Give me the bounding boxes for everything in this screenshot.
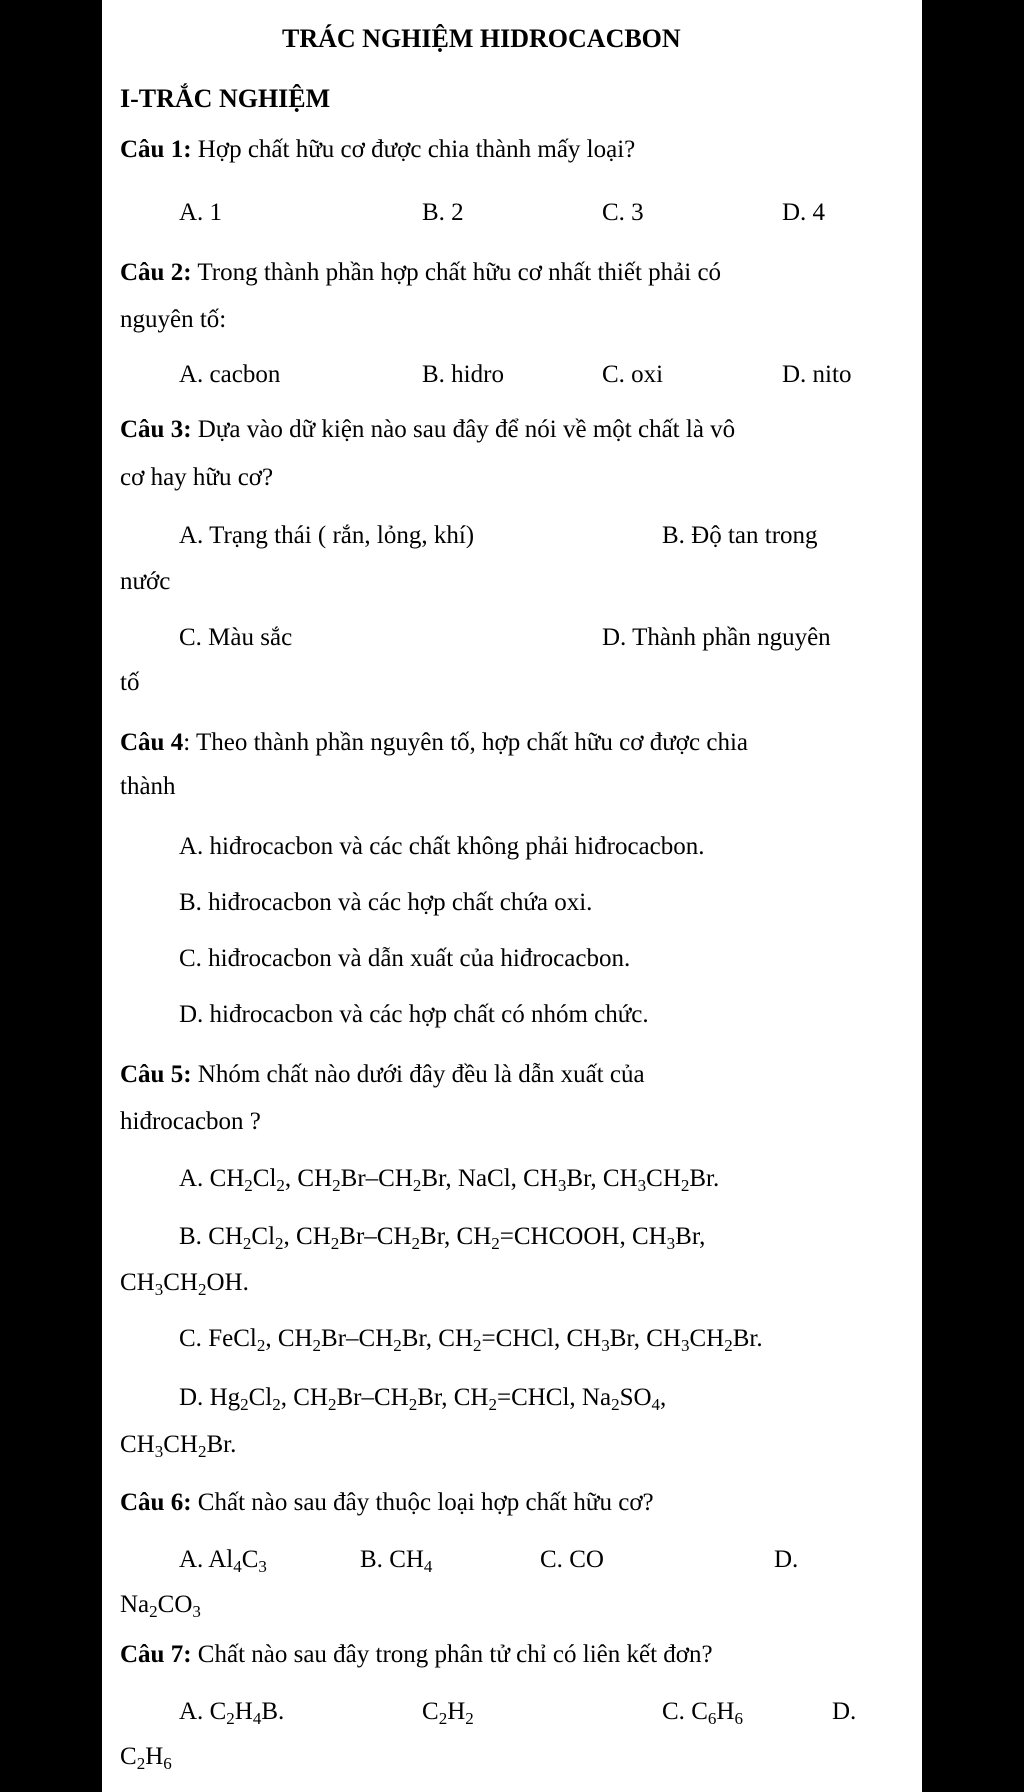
question-6-option-d: D. bbox=[774, 1546, 799, 1573]
question-7-option-b bbox=[422, 1697, 474, 1727]
question-1-option-b: B. 2 bbox=[422, 199, 464, 226]
question-7-option-a: A. $C_2H_4B$. bbox=[179, 1698, 285, 1728]
formula: $Hg_2Cl_2$ bbox=[209, 1384, 281, 1414]
question-7-text: Chất nào sau đây trong phân tử chỉ có liên kết đơn? bbox=[191, 1641, 713, 1668]
question-6-label: Câu 6: bbox=[120, 1489, 192, 1516]
formula: $CH_3Br$ bbox=[631, 1223, 700, 1253]
formula: $CH_3CH_2Br$. bbox=[646, 1325, 763, 1355]
formula: $C_6H_6$ bbox=[691, 1698, 743, 1728]
formula: $CH_3CH_2OH$. bbox=[120, 1269, 249, 1299]
formula: $CH_2Br-CH_2Br$ bbox=[277, 1325, 426, 1355]
question-6 bbox=[120, 1488, 654, 1518]
question-5-label: Câu 5: bbox=[120, 1061, 192, 1088]
question-3-option-c: C. Màu sắc bbox=[179, 624, 293, 651]
question-5-option-d-cont bbox=[120, 1430, 236, 1460]
question-4-option-a: A. hiđrocacbon và các chất không phải hiđrocacbon. bbox=[179, 833, 705, 860]
question-4-option-c: C. hiđrocacbon và dẫn xuất của hiđrocacbon. bbox=[179, 945, 631, 972]
question-5-option-a: A. $CH_2Cl_2$, $CH_2Br-CH_2Br$, NaCl, $CH_3Br$, $CH_3CH_2Br$. bbox=[179, 1165, 720, 1195]
question-2-option-b: B. hidro bbox=[422, 361, 504, 388]
question-5-option-c: C. FeCl$_2$, $CH_2Br-CH_2Br$, $CH_2=CHCl$, $CH_3Br$, $CH_3CH_2Br$. bbox=[179, 1325, 763, 1355]
question-4-text: : Theo thành phần nguyên tố, hợp chất hữu cơ được chia bbox=[183, 729, 748, 756]
question-4-option-d: D. hiđrocacbon và các hợp chất có nhóm chức. bbox=[179, 1001, 649, 1028]
formula: $Al_4C_3$ bbox=[208, 1546, 267, 1576]
formula: $CH_2Cl_2$ bbox=[209, 1165, 285, 1195]
question-5-text-cont: hiđrocacbon ? bbox=[120, 1108, 261, 1135]
question-7 bbox=[120, 1640, 713, 1670]
document-title: TRÁC NGHIỆM HIDROCACBON bbox=[282, 24, 681, 53]
formula: $Na_2CO_3$ bbox=[120, 1591, 201, 1621]
formula: $CH_3Br$ bbox=[566, 1325, 634, 1355]
question-7-option-d-cont bbox=[120, 1742, 172, 1772]
question-2-text-cont: nguyên tố: bbox=[120, 306, 227, 333]
question-3-label: Câu 3: bbox=[120, 416, 192, 443]
question-4-option-b: B. hiđrocacbon và các hợp chất chứa oxi. bbox=[179, 889, 593, 916]
question-2 bbox=[120, 258, 721, 288]
formula: $CH_2=CHCOOH$ bbox=[456, 1223, 620, 1253]
question-7-option-d: D. bbox=[832, 1698, 857, 1725]
question-6-text: Chất nào sau đây thuộc loại hợp chất hữu cơ? bbox=[191, 1489, 654, 1516]
question-2-text: Trong thành phần hợp chất hữu cơ nhất thiết phải có bbox=[191, 259, 722, 286]
question-5-text: Nhóm chất nào dưới đây đều là dẫn xuất của bbox=[191, 1061, 645, 1088]
question-5 bbox=[120, 1060, 645, 1090]
formula: $CH_3CH_2Br$. bbox=[120, 1431, 237, 1461]
question-1-text: Hợp chất hữu cơ được chia thành mấy loại? bbox=[191, 136, 636, 163]
question-2-option-d: D. nito bbox=[782, 361, 852, 388]
formula: $Na_2SO_4$ bbox=[581, 1384, 661, 1414]
question-3-option-d-cont: tố bbox=[120, 669, 140, 696]
question-4-label: Câu 4 bbox=[120, 729, 184, 756]
formula: $C_2H_2$ bbox=[422, 1698, 474, 1728]
formula: $CH_3CH_2Br$. bbox=[602, 1165, 720, 1195]
question-6-option-a: A. $Al_4C_3$ bbox=[179, 1546, 267, 1576]
question-5-option-b-cont bbox=[120, 1268, 249, 1298]
question-4 bbox=[120, 728, 748, 758]
formula: $CH_2Cl_2$ bbox=[208, 1223, 284, 1253]
question-1 bbox=[120, 135, 635, 165]
document-page bbox=[102, 0, 922, 1792]
question-3-option-b-cont: nước bbox=[120, 568, 171, 595]
question-3-option-a: A. Trạng thái ( rắn, lỏng, khí) bbox=[179, 522, 475, 549]
question-2-option-c: C. oxi bbox=[602, 361, 664, 388]
question-3-option-b: B. Độ tan trong bbox=[662, 522, 818, 549]
question-4-text-cont: thành bbox=[120, 773, 176, 800]
formula: $C_2H_4B$. bbox=[209, 1698, 285, 1728]
question-3 bbox=[120, 415, 735, 445]
formula: $CH_2Br-CH_2Br$ bbox=[296, 1223, 445, 1253]
formula: $CH_4$ bbox=[389, 1546, 433, 1576]
question-6-option-d-cont bbox=[120, 1590, 201, 1620]
question-5-option-b: B. $CH_2Cl_2$, $CH_2Br-CH_2Br$, $CH_2=CHCOOH$, $CH_3Br$, bbox=[179, 1223, 706, 1253]
question-2-label: Câu 2: bbox=[120, 259, 192, 286]
question-6-option-b: B. $CH_4$ bbox=[360, 1546, 433, 1576]
question-1-option-d: D. 4 bbox=[782, 199, 826, 226]
formula: $CH_2=CHCl$ bbox=[453, 1384, 570, 1414]
formula: FeCl$_2$ bbox=[208, 1325, 266, 1355]
question-2-option-a: A. cacbon bbox=[179, 361, 281, 388]
formula: $CH_2=CHCl$ bbox=[438, 1325, 554, 1355]
question-1-option-a: A. 1 bbox=[179, 199, 223, 226]
question-7-label: Câu 7: bbox=[120, 1641, 192, 1668]
question-1-label: Câu 1: bbox=[120, 136, 192, 163]
question-3-option-d: D. Thành phần nguyên bbox=[602, 624, 831, 651]
formula: $C_2H_6$ bbox=[120, 1743, 172, 1773]
question-3-text-cont: cơ hay hữu cơ? bbox=[120, 464, 274, 491]
formula: $CH_2Br-CH_2Br$ bbox=[293, 1384, 442, 1414]
formula: $CH_3Br$ bbox=[523, 1165, 591, 1195]
formula: $CH_2Br-CH_2Br$ bbox=[297, 1165, 446, 1195]
question-3-text: Dựa vào dữ kiện nào sau đây để nói về một chất là vô bbox=[191, 416, 736, 443]
question-6-option-c: C. CO bbox=[540, 1546, 604, 1573]
question-5-option-d: D. $Hg_2Cl_2$, $CH_2Br-CH_2Br$, $CH_2=CHCl$, $Na_2SO_4$, bbox=[179, 1384, 667, 1414]
section-heading: I-TRẮC NGHIỆM bbox=[120, 84, 331, 113]
question-7-option-c: C. $C_6H_6$ bbox=[662, 1698, 743, 1728]
question-1-option-c: C. 3 bbox=[602, 199, 644, 226]
